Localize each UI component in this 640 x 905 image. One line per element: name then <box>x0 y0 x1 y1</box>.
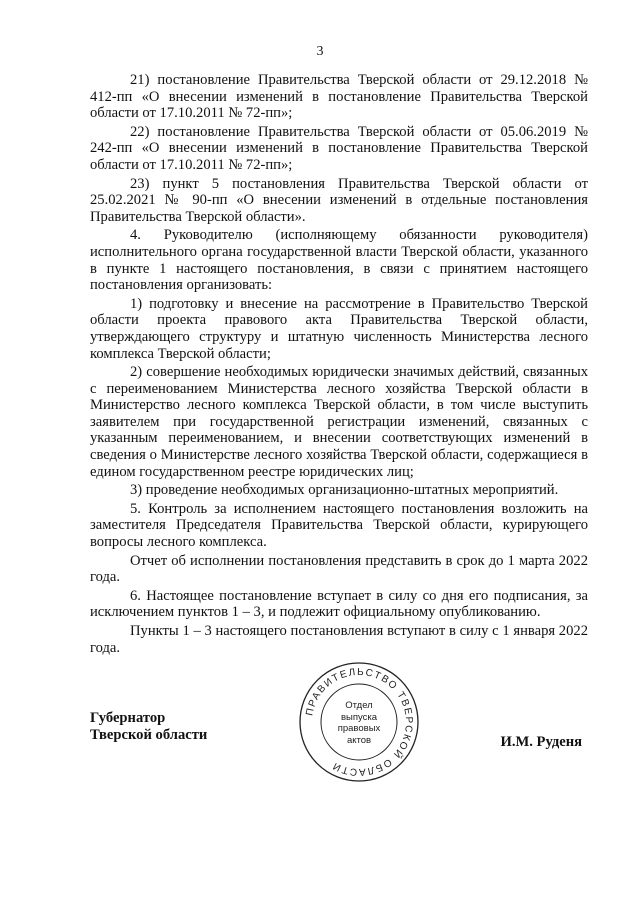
stamp-line: правовых <box>337 723 381 734</box>
stamp-ring-text: ПРАВИТЕЛЬСТВО ТВЕРСКОЙ ОБЛАСТИ <box>304 666 415 778</box>
paragraph-item-23: 23) пункт 5 постановления Правительства Тверской области от 25.02.2021 № 90-пп «О внесении изменений в отдельные постановления Правительства Тверской области». <box>90 175 588 225</box>
signatory-title <box>90 710 207 744</box>
paragraph-report-deadline: Отчет об исполнении постановления представить в срок до 1 марта 2022 года. <box>90 552 588 586</box>
signature-block <box>90 710 588 770</box>
stamp-line: Отдел <box>345 700 373 711</box>
stamp-line: выпуска <box>340 711 378 723</box>
paragraph-section-4-item-3: 3) проведение необходимых организационно-штатных мероприятий. <box>130 482 559 499</box>
paragraph-section-4-item-1: 1) подготовку и внесение на рассмотрение в Правительство Тверской области проекта правового акта Правительства Тверской области, утверждающего структуру и штатную численность Министерства лесного комплекса Тверской области; <box>90 295 588 362</box>
paragraph-section-4: 4. Руководителю (исполняющему обязанности руководителя) исполнительного органа государственной власти Тверской области, указанного в пункте 1 настоящего постановления, в связи с принятием настоящего постановления организовать: <box>90 227 588 294</box>
page-number: 3 <box>316 44 324 59</box>
paragraph-item-22: 22) постановление Правительства Тверской области от 05.06.2019 № 242-пп «О внесении изменений в постановление Правительства Тверской области от 17.10.2011 № 72-пп»; <box>90 123 588 173</box>
paragraph-item-21: 21) постановление Правительства Тверской области от 29.12.2018 № 412-пп «О внесении изменений в постановление Правительства Тверской области от 17.10.2011 № 72-пп»; <box>90 72 588 122</box>
paragraph-section-5: 5. Контроль за исполнением настоящего постановления возложить на заместителя Председателя Правительства Тверской области, курирующего вопросы лесного комплекса. <box>90 500 588 551</box>
document-body <box>90 72 588 658</box>
stamp-line: актов <box>346 734 372 746</box>
paragraph-section-4-item-2: 2) совершение необходимых юридически значимых действий, связанных с переименованием Министерства лесного хозяйства Тверской области в Министерство лесного комплекса Тверской области, в том числе выступить заявителем при государственной регистрации изменений, связанных с указанным переименованием, и внесении соответствующих изменений в сведения о Министерстве лесного хозяйства Тверской области, содержащиеся в едином государственном реестре юридических лиц; <box>90 364 588 480</box>
paragraph-section-6: 6. Настоящее постановление вступает в силу со дня его подписания, за исключением пунктов 1 – 3, и подлежит официальному опубликованию. <box>90 587 588 621</box>
signatory-title-line: Тверской области <box>90 727 208 743</box>
paragraph-effective-date: Пункты 1 – 3 настоящего постановления вступают в силу с 1 января 2022 года. <box>90 623 588 656</box>
signatory-title-line: Губернатор <box>90 710 166 726</box>
signatory-name: И.М. Руденя <box>500 734 582 750</box>
